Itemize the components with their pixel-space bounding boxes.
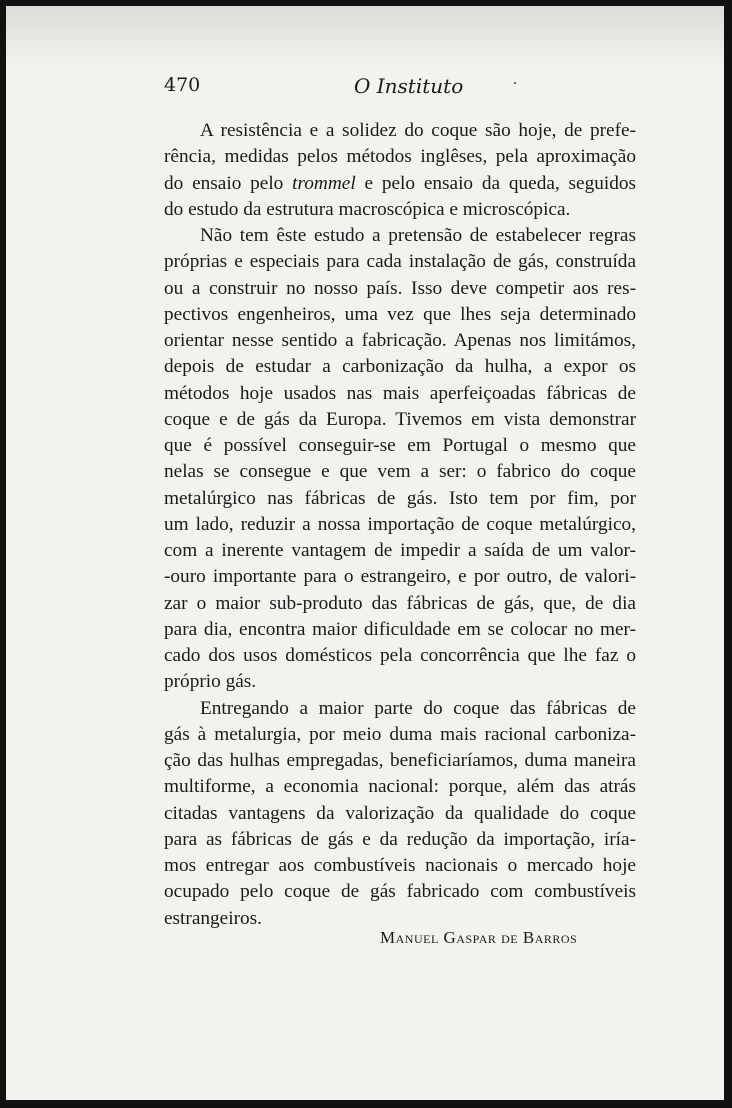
text-line: para dia, encontra maior dificuldade em se colocar no mer- [164, 618, 636, 640]
ink-speck [514, 82, 516, 84]
text-line: rência, medidas pelos métodos inglêses, pela aproximação [164, 146, 636, 168]
paragraph [164, 696, 636, 932]
text-line: gás à metalurgia, por meio duma mais racional carboniza- [164, 723, 636, 745]
text-line: mos entregar aos combustíveis nacionais o mercado hoje [164, 855, 636, 876]
author-signature: Manuel Gaspar de Barros [380, 928, 578, 947]
text-line: orientar nesse sentido a fabricação. Apenas nos limitámos, [164, 330, 636, 351]
text-line: estrangeiros. [164, 907, 262, 929]
text-line: ção das hulhas empregadas, beneficiaríamos, duma maneira [164, 750, 636, 771]
page-header [6, 74, 724, 104]
text-line: A resistência e a solidez do coque são hoje, de prefe- [200, 120, 636, 141]
running-head: O Instituto [354, 74, 464, 98]
text-line: com a inerente vantagem de impedir a saída de um valor- [164, 540, 636, 561]
text-line: pectivos engenheiros, uma vez que lhes seja determinado [164, 303, 636, 325]
text-line: um lado, reduzir a nossa importação de coque metalúrgico, [164, 513, 636, 535]
text-line: próprio gás. [164, 671, 257, 693]
text-line: ocupado pelo coque de gás fabricado com combustíveis [164, 881, 636, 903]
page-sheet [6, 6, 724, 1100]
paragraph [164, 223, 636, 696]
text-line: métodos hoje usados nas mais aperfeiçoadas fábricas de [164, 382, 636, 404]
text-line: depois de estudar a carbonização da hulha, a expor os [164, 356, 636, 378]
text-line: nelas se consegue e que vem a ser: o fabrico do coque [164, 461, 636, 483]
paragraph [164, 118, 636, 223]
text-line: coque e de gás da Europa. Tivemos em vista demonstrar [164, 408, 636, 430]
text-line: cado dos usos domésticos pela concorrência que lhe faz o [164, 645, 636, 666]
text-line: próprias e especiais para cada instalação de gás, construída [164, 251, 636, 273]
text-line: para as fábricas de gás e da redução da importação, iría- [164, 828, 636, 850]
page-number: 470 [164, 74, 201, 96]
text-line: do ensaio pelo trommel e pelo ensaio da queda, seguidos [164, 172, 636, 194]
article-body [164, 118, 636, 932]
text-line: que é possível conseguir-se em Portugal o mesmo que [164, 435, 636, 456]
text-line: do estudo da estrutura macroscópica e microscópica. [164, 198, 571, 220]
text-line: citadas vantagens da valorização da qualidade do coque [164, 802, 636, 824]
text-line: -ouro importante para o estrangeiro, e por outro, de valori- [164, 566, 636, 588]
text-line: multiforme, a economia nacional: porque, além das atrás [164, 776, 636, 798]
text-line: metalúrgico nas fábricas de gás. Isto tem por fim, por [164, 487, 636, 509]
text-line: zar o maior sub-produto das fábricas de gás, que, de dia [164, 592, 636, 614]
text-line: Não tem êste estudo a pretensão de estabelecer regras [200, 225, 636, 246]
text-line: ou a construir no nosso país. Isso deve competir aos res- [164, 277, 636, 299]
text-line: Entregando a maior parte do coque das fábricas de [200, 697, 636, 719]
